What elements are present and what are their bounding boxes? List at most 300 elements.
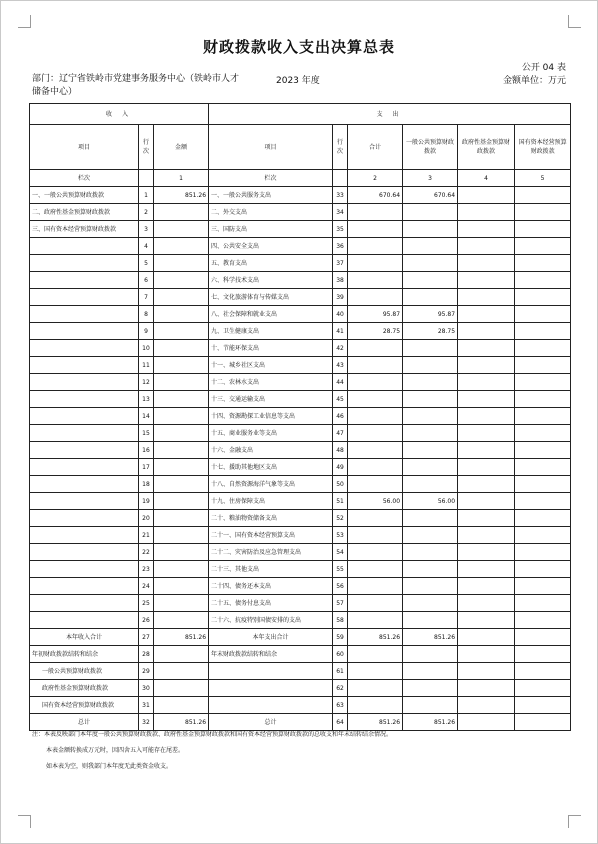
income-amount-cell (154, 204, 209, 221)
income-amount-cell (154, 408, 209, 425)
header-total: 合计 (348, 125, 403, 170)
total-cell (348, 578, 403, 595)
gov-fund-cell (458, 527, 515, 544)
income-item-cell: 总计 (30, 714, 139, 731)
index-col-3: 3 (403, 170, 458, 187)
soe-budget-cell (515, 697, 571, 714)
expense-seq-cell: 42 (333, 340, 348, 357)
total-cell (348, 391, 403, 408)
general-budget-cell (403, 612, 458, 629)
income-seq-cell: 29 (139, 663, 154, 680)
expense-item-cell: 二十四、债务还本支出 (209, 578, 333, 595)
income-amount-cell (154, 391, 209, 408)
soe-budget-cell (515, 391, 571, 408)
index-col-1: 1 (154, 170, 209, 187)
income-item-cell (30, 374, 139, 391)
income-item-cell (30, 323, 139, 340)
table-row (30, 493, 571, 510)
income-seq-cell: 16 (139, 442, 154, 459)
total-cell (348, 255, 403, 272)
income-item-cell (30, 612, 139, 629)
general-budget-cell (403, 561, 458, 578)
general-budget-cell (403, 238, 458, 255)
gov-fund-cell (458, 323, 515, 340)
general-budget-cell (403, 374, 458, 391)
income-amount-cell: 851.26 (154, 187, 209, 204)
footnote-2: 本表金额转换成万元时，因四舍五入可能存在尾差。 (46, 747, 185, 754)
income-amount-cell (154, 493, 209, 510)
income-amount-cell: 851.26 (154, 714, 209, 731)
expense-item-cell: 一、一般公共服务支出 (209, 187, 333, 204)
header-income-amount: 金额 (154, 125, 209, 170)
general-budget-cell (403, 272, 458, 289)
gov-fund-cell (458, 340, 515, 357)
gov-fund-cell (458, 697, 515, 714)
table-row (30, 578, 571, 595)
index-col-2: 2 (348, 170, 403, 187)
expense-seq-cell: 59 (333, 629, 348, 646)
index-right-seq (333, 170, 348, 187)
expense-seq-cell: 56 (333, 578, 348, 595)
table-row (30, 459, 571, 476)
expense-seq-cell: 43 (333, 357, 348, 374)
expense-item-cell: 十八、自然资源海洋气象等支出 (209, 476, 333, 493)
total-cell (348, 221, 403, 238)
crop-mark-top-right (568, 15, 581, 28)
soe-budget-cell (515, 323, 571, 340)
general-budget-cell (403, 391, 458, 408)
table-row (30, 272, 571, 289)
general-budget-cell: 95.87 (403, 306, 458, 323)
income-amount-cell (154, 476, 209, 493)
income-seq-cell: 6 (139, 272, 154, 289)
income-item-cell (30, 442, 139, 459)
expense-item-cell: 二十五、债务付息支出 (209, 595, 333, 612)
income-seq-cell: 30 (139, 680, 154, 697)
expense-seq-cell: 36 (333, 238, 348, 255)
general-budget-cell (403, 459, 458, 476)
expense-seq-cell: 64 (333, 714, 348, 731)
table-row (30, 374, 571, 391)
total-cell (348, 527, 403, 544)
income-amount-cell (154, 663, 209, 680)
total-cell: 28.75 (348, 323, 403, 340)
expense-seq-cell: 57 (333, 595, 348, 612)
expense-seq-cell: 60 (333, 646, 348, 663)
soe-budget-cell (515, 340, 571, 357)
expense-seq-cell: 51 (333, 493, 348, 510)
soe-budget-cell (515, 255, 571, 272)
total-cell (348, 544, 403, 561)
gov-fund-cell (458, 408, 515, 425)
expense-item-cell: 五、教育支出 (209, 255, 333, 272)
soe-budget-cell (515, 680, 571, 697)
expense-item-cell: 二十二、灾害防治及应急管理支出 (209, 544, 333, 561)
header-income-item: 项目 (30, 125, 139, 170)
expense-seq-cell: 46 (333, 408, 348, 425)
total-cell (348, 272, 403, 289)
income-amount-cell: 851.26 (154, 629, 209, 646)
general-budget-cell (403, 663, 458, 680)
income-seq-cell: 32 (139, 714, 154, 731)
income-amount-cell (154, 255, 209, 272)
income-seq-cell: 17 (139, 459, 154, 476)
expense-seq-cell: 44 (333, 374, 348, 391)
total-cell (348, 289, 403, 306)
total-cell (348, 459, 403, 476)
general-budget-cell (403, 357, 458, 374)
income-seq-cell: 7 (139, 289, 154, 306)
income-item-cell: 二、政府性基金预算财政拨款 (30, 204, 139, 221)
income-seq-cell: 23 (139, 561, 154, 578)
income-seq-cell: 8 (139, 306, 154, 323)
income-item-cell (30, 357, 139, 374)
income-seq-cell: 1 (139, 187, 154, 204)
total-cell (348, 425, 403, 442)
footnote-3: 如本表为空，则我部门本年度无此类资金收支。 (46, 763, 173, 770)
income-item-cell (30, 527, 139, 544)
soe-budget-cell (515, 663, 571, 680)
income-amount-cell (154, 323, 209, 340)
income-item-cell (30, 595, 139, 612)
header-income-seq: 行次 (139, 125, 154, 170)
expense-seq-cell: 58 (333, 612, 348, 629)
income-item-cell (30, 476, 139, 493)
general-budget-cell (403, 340, 458, 357)
soe-budget-cell (515, 595, 571, 612)
general-budget-cell (403, 204, 458, 221)
gov-fund-cell (458, 595, 515, 612)
soe-budget-cell (515, 442, 571, 459)
footnote-1: 注：本表反映部门本年度一般公共预算财政拨款、政府性基金预算财政拨款和国有资本经营预算财政拨款的总收支和年末结转结余情况。 (32, 731, 393, 738)
income-item-cell (30, 544, 139, 561)
income-seq-cell: 15 (139, 425, 154, 442)
income-amount-cell (154, 340, 209, 357)
general-budget-cell (403, 697, 458, 714)
income-amount-cell (154, 697, 209, 714)
expense-item-cell: 七、文化旅游体育与传媒支出 (209, 289, 333, 306)
income-amount-cell (154, 238, 209, 255)
general-budget-cell (403, 646, 458, 663)
expense-item-cell: 十二、农林水支出 (209, 374, 333, 391)
income-item-cell (30, 425, 139, 442)
budget-table (29, 103, 571, 731)
income-amount-cell (154, 612, 209, 629)
gov-fund-cell (458, 459, 515, 476)
table-row (30, 187, 571, 204)
gov-fund-cell (458, 272, 515, 289)
total-cell (348, 340, 403, 357)
header-soe-budget: 国有资本经营预算财政拨款 (515, 125, 571, 170)
expense-seq-cell: 55 (333, 561, 348, 578)
income-item-cell: 国有资本经营预算财政拨款 (30, 697, 139, 714)
expense-item-cell: 八、社会保障和就业支出 (209, 306, 333, 323)
income-amount-cell (154, 561, 209, 578)
expense-seq-cell: 49 (333, 459, 348, 476)
soe-budget-cell (515, 612, 571, 629)
income-item-cell (30, 459, 139, 476)
expense-item-cell: 十七、援助其他地区支出 (209, 459, 333, 476)
soe-budget-cell (515, 221, 571, 238)
gov-fund-cell (458, 578, 515, 595)
income-seq-cell: 3 (139, 221, 154, 238)
expense-item-cell: 四、公共安全支出 (209, 238, 333, 255)
expense-item-cell: 十三、交通运输支出 (209, 391, 333, 408)
table-row (30, 255, 571, 272)
income-amount-cell (154, 527, 209, 544)
amount-unit: 金额单位：万元 (502, 76, 566, 86)
expense-seq-cell: 53 (333, 527, 348, 544)
expense-seq-cell: 47 (333, 425, 348, 442)
income-item-cell (30, 493, 139, 510)
header-expense-seq: 行次 (333, 125, 348, 170)
expense-item-cell: 本年支出合计 (209, 629, 333, 646)
department-label: 部门：辽宁省铁岭市党建事务服务中心（铁岭市人才储备中心） (32, 74, 240, 97)
total-cell: 851.26 (348, 714, 403, 731)
table-row (30, 510, 571, 527)
soe-budget-cell (515, 459, 571, 476)
table-row (30, 221, 571, 238)
crop-mark-bottom-right (568, 815, 581, 828)
general-budget-cell (403, 578, 458, 595)
general-budget-cell (403, 527, 458, 544)
soe-budget-cell (515, 357, 571, 374)
gov-fund-cell (458, 391, 515, 408)
income-seq-cell: 14 (139, 408, 154, 425)
index-left-seq (139, 170, 154, 187)
income-item-cell: 本年收入合计 (30, 629, 139, 646)
gov-fund-cell (458, 493, 515, 510)
expense-seq-cell: 62 (333, 680, 348, 697)
table-row (30, 476, 571, 493)
expense-seq-cell: 50 (333, 476, 348, 493)
income-amount-cell (154, 544, 209, 561)
index-col-4: 4 (458, 170, 515, 187)
income-item-cell: 政府性基金预算财政拨款 (30, 680, 139, 697)
table-row (30, 323, 571, 340)
general-budget-cell (403, 442, 458, 459)
total-cell: 95.87 (348, 306, 403, 323)
total-cell: 851.26 (348, 629, 403, 646)
expense-item-cell: 二十一、国有资本经营预算支出 (209, 527, 333, 544)
gov-fund-cell (458, 663, 515, 680)
income-amount-cell (154, 578, 209, 595)
income-seq-cell: 11 (139, 357, 154, 374)
income-seq-cell: 21 (139, 527, 154, 544)
total-cell (348, 663, 403, 680)
expense-seq-cell: 40 (333, 306, 348, 323)
expense-seq-cell: 61 (333, 663, 348, 680)
table-row (30, 204, 571, 221)
expense-item-cell: 二、外交支出 (209, 204, 333, 221)
table-row (30, 561, 571, 578)
gov-fund-cell (458, 629, 515, 646)
expense-seq-cell: 39 (333, 289, 348, 306)
table-row (30, 238, 571, 255)
gov-fund-cell (458, 374, 515, 391)
general-budget-cell (403, 255, 458, 272)
expense-seq-cell: 33 (333, 187, 348, 204)
income-seq-cell: 18 (139, 476, 154, 493)
table-row (30, 408, 571, 425)
gov-fund-cell (458, 442, 515, 459)
gov-fund-cell (458, 357, 515, 374)
income-item-cell: 一、一般公共预算财政拨款 (30, 187, 139, 204)
expense-item-cell (209, 697, 333, 714)
general-budget-cell (403, 289, 458, 306)
gov-fund-cell (458, 221, 515, 238)
gov-fund-cell (458, 510, 515, 527)
soe-budget-cell (515, 187, 571, 204)
table-row (30, 697, 571, 714)
income-seq-cell: 13 (139, 391, 154, 408)
expense-seq-cell: 48 (333, 442, 348, 459)
table-row (30, 391, 571, 408)
income-item-cell (30, 510, 139, 527)
income-amount-cell (154, 595, 209, 612)
income-item-cell (30, 561, 139, 578)
income-item-cell (30, 391, 139, 408)
column-header-row (30, 125, 571, 170)
expense-item-cell: 十一、城乡社区支出 (209, 357, 333, 374)
footnotes (32, 727, 572, 775)
income-item-cell (30, 238, 139, 255)
general-budget-cell: 851.26 (403, 714, 458, 731)
soe-budget-cell (515, 510, 571, 527)
general-budget-cell (403, 408, 458, 425)
income-amount-cell (154, 510, 209, 527)
expense-item-cell: 十六、金融支出 (209, 442, 333, 459)
expense-section-header: 支 出 (209, 104, 571, 125)
general-budget-cell: 851.26 (403, 629, 458, 646)
expense-seq-cell: 54 (333, 544, 348, 561)
table-row (30, 306, 571, 323)
income-seq-cell: 2 (139, 204, 154, 221)
expense-item-cell: 总计 (209, 714, 333, 731)
income-item-cell (30, 408, 139, 425)
income-amount-cell (154, 425, 209, 442)
general-budget-cell (403, 680, 458, 697)
expense-seq-cell: 52 (333, 510, 348, 527)
expense-item-cell: 二十三、其他支出 (209, 561, 333, 578)
total-cell (348, 561, 403, 578)
crop-mark-top-left (18, 15, 31, 28)
income-item-cell: 年初财政拨款结转和结余 (30, 646, 139, 663)
income-item-cell (30, 272, 139, 289)
table-row (30, 289, 571, 306)
gov-fund-cell (458, 561, 515, 578)
income-amount-cell (154, 680, 209, 697)
table-body (30, 187, 571, 731)
soe-budget-cell (515, 476, 571, 493)
total-cell (348, 204, 403, 221)
soe-budget-cell (515, 493, 571, 510)
soe-budget-cell (515, 425, 571, 442)
total-cell (348, 476, 403, 493)
index-row (30, 170, 571, 187)
total-cell (348, 612, 403, 629)
income-seq-cell: 9 (139, 323, 154, 340)
income-section-header: 收 入 (30, 104, 209, 125)
total-cell: 56.00 (348, 493, 403, 510)
total-cell (348, 510, 403, 527)
gov-fund-cell (458, 187, 515, 204)
income-seq-cell: 31 (139, 697, 154, 714)
income-amount-cell (154, 357, 209, 374)
income-amount-cell (154, 272, 209, 289)
table-row (30, 544, 571, 561)
gov-fund-cell (458, 680, 515, 697)
income-amount-cell (154, 459, 209, 476)
soe-budget-cell (515, 238, 571, 255)
expense-item-cell: 十九、住房保障支出 (209, 493, 333, 510)
income-amount-cell (154, 442, 209, 459)
table-row (30, 595, 571, 612)
income-seq-cell: 5 (139, 255, 154, 272)
total-cell: 670.64 (348, 187, 403, 204)
gov-fund-cell (458, 306, 515, 323)
soe-budget-cell (515, 374, 571, 391)
expense-item-cell: 二十六、抗疫特别国债安排的支出 (209, 612, 333, 629)
income-item-cell (30, 578, 139, 595)
income-seq-cell: 20 (139, 510, 154, 527)
expense-seq-cell: 45 (333, 391, 348, 408)
expense-item-cell: 十、节能环保支出 (209, 340, 333, 357)
general-budget-cell: 56.00 (403, 493, 458, 510)
gov-fund-cell (458, 425, 515, 442)
gov-fund-cell (458, 646, 515, 663)
table-row (30, 646, 571, 663)
table-row (30, 527, 571, 544)
table-row (30, 442, 571, 459)
general-budget-cell: 670.64 (403, 187, 458, 204)
soe-budget-cell (515, 544, 571, 561)
general-budget-cell (403, 544, 458, 561)
expense-item-cell: 十四、资源勘探工业信息等支出 (209, 408, 333, 425)
total-cell (348, 357, 403, 374)
general-budget-cell (403, 476, 458, 493)
income-item-cell: 三、国有资本经营预算财政拨款 (30, 221, 139, 238)
header-gov-fund: 政府性基金预算财政拨款 (458, 125, 515, 170)
income-seq-cell: 25 (139, 595, 154, 612)
general-budget-cell (403, 595, 458, 612)
total-cell (348, 374, 403, 391)
expense-seq-cell: 38 (333, 272, 348, 289)
soe-budget-cell (515, 646, 571, 663)
expense-item-cell (209, 680, 333, 697)
general-budget-cell (403, 425, 458, 442)
general-budget-cell (403, 510, 458, 527)
gov-fund-cell (458, 289, 515, 306)
header-expense-item: 项目 (209, 125, 333, 170)
soe-budget-cell (515, 527, 571, 544)
income-seq-cell: 22 (139, 544, 154, 561)
crop-mark-bottom-left (18, 815, 31, 828)
expense-seq-cell: 37 (333, 255, 348, 272)
fiscal-year: 2023 年度 (276, 76, 320, 86)
soe-budget-cell (515, 561, 571, 578)
gov-fund-cell (458, 238, 515, 255)
section-row (30, 104, 571, 125)
income-seq-cell: 27 (139, 629, 154, 646)
total-cell (348, 442, 403, 459)
income-amount-cell (154, 289, 209, 306)
gov-fund-cell (458, 476, 515, 493)
table-row (30, 612, 571, 629)
general-budget-cell: 28.75 (403, 323, 458, 340)
soe-budget-cell (515, 289, 571, 306)
soe-budget-cell (515, 204, 571, 221)
